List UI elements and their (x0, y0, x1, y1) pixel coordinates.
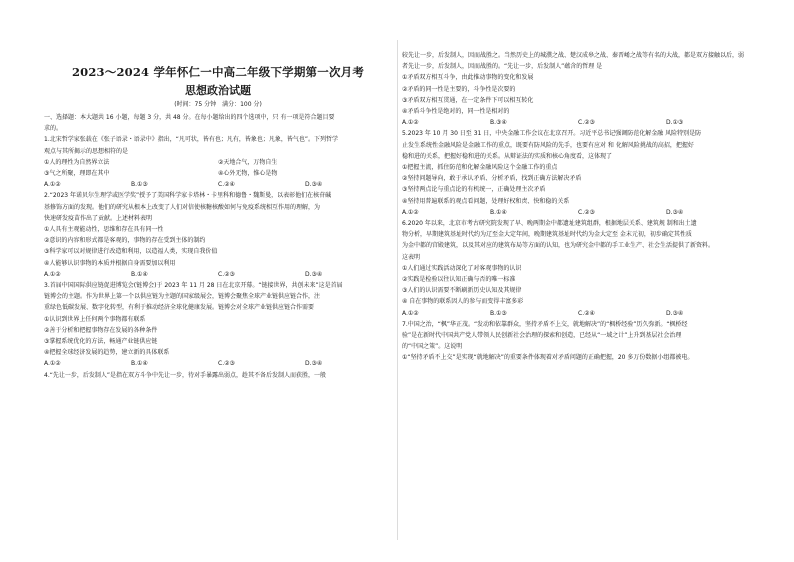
q4-option-d: D.①③ (666, 119, 684, 127)
q2-option-a: A.①② (44, 270, 61, 278)
q3-item-4: ④把握全球经济发展的趋势，建立新的具体联系 (44, 349, 170, 357)
q2-item-2: ②意识的内容和形式都是客观的，事物的存在受到主体的制约 (44, 237, 206, 245)
q1-option-d: D.③④ (305, 181, 323, 189)
q6-options (402, 308, 754, 319)
q1-option-c: C.②④ (218, 181, 235, 189)
q1-item-2: ②天地合气，万物自生 (218, 158, 278, 166)
q6-stem-cont: 这表明 (402, 253, 421, 261)
q4-option-b: B.③④ (490, 119, 507, 127)
q6-item-4: ④ 自在事物的联系因人的参与而变得丰富多彩 (402, 298, 524, 306)
q7-item-1: ①“坚持矛盾不上交”是实现“就地解决”的重要条件体现着对矛盾问题的正确把握，20 多万份数据小组都被电。 (402, 354, 694, 362)
q1-option-a: A.①② (44, 181, 61, 189)
q1-items-row1 (44, 157, 392, 168)
q4-item-3: ③矛盾双方相互贯通，在一定条件下可以相互转化 (402, 96, 534, 104)
right-column (402, 50, 754, 364)
q3-stem: 3.首届中国国际供应链促进博览会(链博会)于 2023 年 11 月 28 日在北京开幕。“链接世界，共创未来”这是首届 (44, 282, 343, 290)
left-column (44, 58, 392, 381)
q6-option-c: C.②④ (578, 309, 595, 317)
section-instructions: 一、选择题：本大题共 16 小题，每题 3 分，共 48 分。在每小题给出的四个选项中，只 有一项是符合题目要 (44, 114, 335, 121)
q3-item-1: ①认识到世界上任何两个事物都有联系 (44, 315, 146, 323)
q2-options (44, 269, 392, 280)
q5-options (402, 207, 754, 218)
q4-options (402, 117, 754, 128)
q2-item-3: ③科学家可以对规律进行改造和利用，以造福人类，实现自我价值 (44, 248, 218, 256)
q5-item-3: ③坚持两点论与重点论的有机统一，正确处理主次矛盾 (402, 186, 546, 194)
q2-option-c: C.②③ (218, 270, 235, 278)
q1-item-1: ①人的理性为自然界立法 (44, 158, 110, 166)
q1-item-3: ③气之所聚，理即在其中 (44, 170, 110, 178)
column-divider (397, 40, 398, 540)
q4-item-1: ①矛盾双方相互斗争，由此推动事物的变化和发展 (402, 74, 534, 82)
q5-stem-cont: 稳和进的关系，把握好稳和进的关系。从辩证法的实质和核心角度看，这体现了 (402, 152, 613, 160)
q2-stem-cont: 快速研发疫苗作出了贡献。上述材料表明 (44, 214, 153, 222)
q3-item-3: ③掌握系统优化的方法，畅通产业链供应链 (44, 338, 158, 346)
q5-option-c: C.②③ (578, 208, 595, 216)
q3-option-c: C.②③ (218, 360, 235, 368)
q6-option-d: D.③④ (666, 309, 684, 317)
q2-item-1: ①人具有主观能动性，思维和存在具有同一性 (44, 226, 164, 234)
exam-meta: (时间：75 分钟 满分：100 分) (174, 101, 262, 108)
q5-option-b: B.①④ (490, 208, 507, 216)
q5-item-1: ①把握主流，抓住防范和化解金融风险这个金融工作的重点 (402, 164, 558, 172)
q1-stem-cont: 观点与其所揭示的思想相符的是 (44, 147, 129, 155)
q4-item-2: ②矛盾的同一性是主要的，斗争性是次要的 (402, 85, 516, 93)
q5-item-2: ②坚持问题导向，敢于承认矛盾、分析矛盾，找到正确方法解决矛盾 (402, 175, 582, 183)
q6-option-b: B.①③ (490, 309, 507, 317)
q5-stem-cont: 止发生系统性金融风险是金融工作的重点，既要有防风险的先手，也要有应对 和 化解风险挑战的高招，把握好 (402, 141, 694, 149)
q2-option-d: D.③④ (305, 270, 323, 278)
q4-stem-cont: 者先让一步，后发制人，因而战胜的。“先让一步，后发制人”蕴含的哲理 是 (402, 63, 603, 71)
q6-item-3: ③人们的认识需要不断刷新历史认知及其规律 (402, 287, 522, 295)
q3-item-2: ②善于分析和把握事物存在发展的各种条件 (44, 326, 158, 334)
q4-stem: 4.“先让一步，后发制人”是指在双方斗争中先让一步，待对手暴露出弱点，趁其不备后发制人而获胜，一般 (44, 371, 326, 379)
q6-item-2: ②实践是检验以往认知正确与否的唯一标准 (402, 276, 516, 284)
exam-subject: 思想政治试题 (185, 84, 251, 97)
q3-option-d: D.③④ (305, 360, 323, 368)
q2-option-b: B.①④ (131, 270, 148, 278)
section-instructions-cont: 求的。 (44, 125, 63, 133)
q1-stem: 1.北宋哲学家张载在《张子语录・语录中》指出，“凡可状，皆有也；凡有，皆象也；凡象，皆气也”。下列哲学 (44, 136, 338, 144)
q2-item-4: ④人能够认识事物的本质并根据自身需要加以利用 (44, 259, 176, 267)
q2-stem-cont: 基修饰方面的发现。他们的研究从根本上改变了人们对信使核糖核酸如何与免疫系统相互作用的理解，为 (44, 203, 321, 211)
q4-item-4: ④矛盾斗争性是绝对的，同一性是相对的 (402, 108, 510, 116)
q7-stem-cont: 验”是在新时代中国共产党人带领人民创新社会治理的探索和创造，已经从“一域之计”上升到基层社会治理 (402, 332, 682, 340)
q7-stem: 7.中国之治，“枫”华正茂。“发动和依靠群众，坚持矛盾不上交，就地解决”的“枫桥经验”历久弥新。“枫桥经 (402, 320, 688, 328)
q4-option-a: A.①② (402, 119, 419, 127)
exam-title: 2023～2024 学年怀仁一中高二年级下学期第一次月考 (71, 65, 365, 79)
q5-item-4: ④坚持用普遍联系的观点看问题，处理好权和责、快和稳的关系 (402, 197, 570, 205)
q4-stem-cont: 较先让一步，后发制人，因而战胜之。当然历史上的城濮之战、楚汉成皋之战、秦晋崤之战等有名的大战，都是双方接触以后，弱 (402, 52, 745, 59)
q6-stem: 6.2020 年以来，北京市考古研究院发现了早、晚两期金中都遗址建筑组群，根据地层关系、建筑规 制和出土遗 (402, 220, 697, 228)
q3-stem-cont: 链博会的主题。作为世界上第一个以供应链为主题的国家级展会，链博会聚焦全球产业链供应链合作，注 (44, 293, 321, 301)
q3-option-b: B.①④ (131, 360, 148, 368)
q3-options (44, 358, 392, 369)
q6-item-1: ①人们通过实践活动深化了对客观事物的认识 (402, 264, 522, 272)
q1-option-b: B.①③ (131, 181, 148, 189)
q6-stem-cont: 物分析，早期建筑基址时代约为辽至金大定年间，晚期建筑基址时代约为金大定至 金末元初，初步确定其性质 (402, 231, 692, 239)
q1-item-4: ④心外无物，惟心是物 (218, 170, 278, 178)
q4-option-c: C.②③ (578, 119, 595, 127)
q6-option-a: A.①② (402, 309, 419, 317)
q2-stem: 2.“2023 年诺贝尔生理学或医学奖”授予了美国科学家卡塔林・卡里科和德鲁・魏斯曼，以表彰他们在核苷碱 (44, 192, 332, 200)
q6-stem-cont: 为金中都的宫殿建筑，以及其对应的建筑布局等方面的认知，也为研究金中都的手工业生产、社会生活提供了新资料。 (402, 242, 715, 250)
q5-option-a: A.①② (402, 208, 419, 216)
q3-option-a: A.①② (44, 360, 61, 368)
q7-stem-cont: 的“中国之策”。这说明 (402, 343, 463, 351)
q5-option-d: D.③④ (666, 208, 684, 216)
q1-items-row2 (44, 168, 392, 179)
q3-stem-cont: 重绿色低碳发展、数字化转型，有利于推动经济全球化健康发展。链博会对全球产业链供应链合作需要 (44, 304, 315, 312)
q1-options (44, 179, 392, 190)
q5-stem: 5.2023 年 10 月 30 日至 31 日，中央金融工作会议在北京召开。习近平总书记强调防范化解金融 风险特别是防 (402, 130, 702, 138)
